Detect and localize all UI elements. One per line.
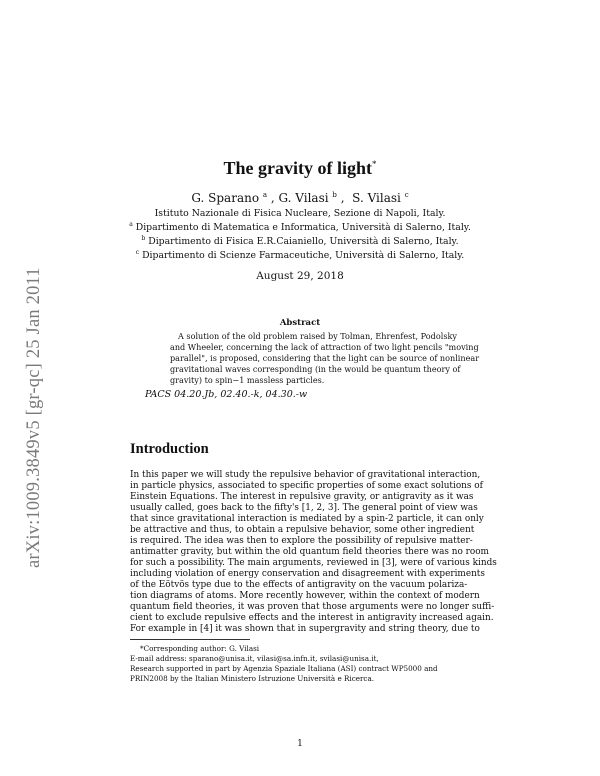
- affiliation-text: Dipartimento di Fisica E.R.Caianiello, Università di Salerno, Italy.: [148, 236, 459, 248]
- section-heading: Introduction: [130, 441, 209, 457]
- affiliation: [0, 221, 600, 233]
- affiliation-mark: c: [135, 249, 140, 256]
- author-mark: a: [262, 191, 268, 199]
- affiliation: [0, 235, 600, 247]
- affiliation-mark: a: [129, 221, 133, 228]
- footnote-line: E-mail address: sparano@unisa.it, vilasi@sa.infn.it, svilasi@unisa.it,: [130, 654, 379, 663]
- body-line: tion diagrams of atoms. More recently however, within the context of modern: [130, 591, 480, 601]
- footnote-rule: [130, 639, 250, 640]
- body-line: quantum field theories, it was proven that those arguments were no longer suffi-: [130, 602, 495, 612]
- abstract-line: parallel", is proposed, considering that the light can be source of nonlinear: [170, 353, 480, 363]
- affiliation: [0, 249, 600, 261]
- body-line: be attractive and thus, to obtain a repulsive behavior, some other ingredient: [130, 525, 475, 535]
- pacs-codes: PACS 04.20.Jb, 02.40.-k, 04.30.-w: [145, 389, 308, 400]
- affiliation: [0, 208, 600, 219]
- body-line: Einstein Equations. The interest in repulsive gravity, or antigravity as it was: [130, 492, 474, 502]
- author-name: S. Vilasi: [352, 191, 401, 205]
- footnote-line: PRIN2008 by the Italian Ministero Istruzione Università e Ricerca.: [130, 674, 375, 683]
- author-name: G. Sparano: [191, 191, 260, 205]
- paper-title: [0, 158, 600, 179]
- footnote-line: *Corresponding author: G. Vilasi: [140, 644, 260, 653]
- body-line: antimatter gravity, but within the old quantum field theories there was no room: [130, 547, 489, 557]
- arxiv-stamp-text: arXiv:1009.3849v5 [gr-qc] 25 Jan 2011: [24, 267, 44, 568]
- arxiv-stamp: [22, 208, 42, 568]
- affiliation-mark: b: [141, 235, 146, 242]
- page-number: 1: [297, 739, 303, 749]
- abstract-line: gravity) to spin−1 massless particles.: [170, 375, 325, 385]
- abstract-line: A solution of the old problem raised by Tolman, Ehrenfest, Podolsky: [178, 331, 457, 341]
- body-line: of the Eötvös type due to the effects of antigravity on the vacuum polariza-: [130, 580, 468, 590]
- title-footnote-mark: *: [372, 159, 377, 169]
- paper-date: August 29, 2018: [256, 270, 344, 282]
- body-line: including violation of energy conservation and disagreement with experiments: [130, 569, 485, 579]
- abstract-line: and Wheeler, concerning the lack of attraction of two light pencils "moving: [170, 342, 479, 352]
- author-list: G. Sparano $^a$ , G. Vilasi $^b$ , S. Vilasi $^c$: [191, 191, 409, 205]
- body-line: In this paper we will study the repulsive behavior of gravitational interaction,: [130, 470, 481, 480]
- body-line: usually called, goes back to the fifty's [1, 2, 3]. The general point of view was: [130, 503, 478, 513]
- affiliation-text: Dipartimento di Matematica e Informatica, Università di Salerno, Italy.: [135, 222, 471, 234]
- body-line: that since gravitational interaction is mediated by a spin-2 particle, it can only: [130, 514, 484, 524]
- author-name: G. Vilasi: [278, 191, 329, 205]
- body-line: in particle physics, associated to specific properties of some exact solutions of: [130, 481, 483, 491]
- body-line: for such a possibility. The main arguments, reviewed in [3], were of various kinds: [130, 558, 497, 568]
- body-line: cient to exclude repulsive effects and the interest in antigravity increased again.: [130, 613, 494, 623]
- author-mark: b: [332, 191, 337, 199]
- affiliation-text: Istituto Nazionale di Fisica Nucleare, Sezione di Napoli, Italy.: [154, 208, 446, 219]
- footnote-line: Research supported in part by Agenzia Spaziale Italiana (ASI) contract WP5000 and: [130, 664, 438, 673]
- abstract-heading: Abstract: [279, 318, 321, 328]
- author-mark: c: [404, 191, 409, 199]
- affiliation-text: Dipartimento di Scienze Farmaceutiche, Università di Salerno, Italy.: [142, 250, 465, 262]
- abstract-line: gravitational waves corresponding (in the would be quantum theory of: [170, 364, 461, 374]
- body-line: is required. The idea was then to explore the possibility of repulsive matter-: [130, 536, 473, 546]
- body-line: For example in [4] it was shown that in supergravity and string theory, due to: [130, 624, 480, 634]
- paper-title-text: The gravity of light: [223, 158, 372, 178]
